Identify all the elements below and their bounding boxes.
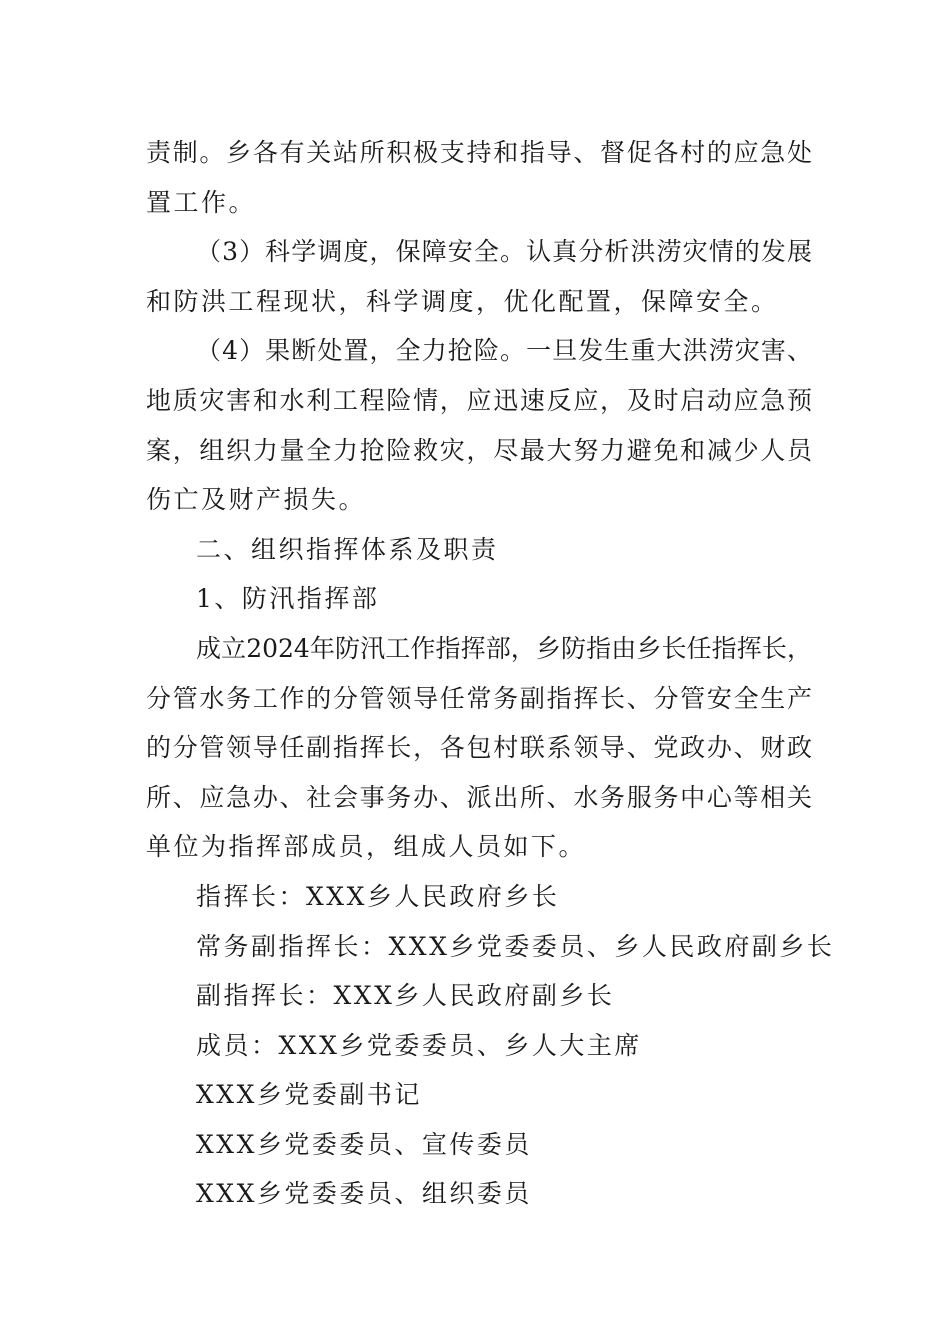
text-line: XXX乡党委委员、组织委员: [196, 1179, 532, 1209]
text-line: （3）科学调度，保障安全。认真分析洪涝灾情的发展: [196, 237, 812, 267]
text-line: 分管水务工作的分管领导任常务副指挥长、分管安全生产: [146, 683, 812, 713]
text-line: 1、防汛指挥部: [196, 584, 380, 614]
text-line: 的分管领导任副指挥长，各包村联系领导、党政办、财政: [146, 733, 812, 763]
text-line: XXX乡党委委员、宣传委员: [196, 1129, 532, 1159]
text-line: 和防洪工程现状，科学调度，优化配置，保障安全。: [146, 286, 779, 316]
text-line: 副指挥长：XXX乡人民政府副乡长: [196, 981, 615, 1011]
text-line: 所、应急办、社会事务办、派出所、水务服务中心等相关: [146, 782, 812, 812]
text-line: 单位为指挥部成员，组成人员如下。: [146, 832, 587, 862]
text-line: 伤亡及财产损失。: [146, 485, 367, 515]
text-line: （4）果断处置，全力抢险。一旦发生重大洪涝灾害、: [196, 336, 812, 366]
text-line: 指挥长：XXX乡人民政府乡长: [196, 881, 560, 911]
document-body: [146, 128, 835, 1219]
text-line: XXX乡党委副书记: [196, 1080, 422, 1110]
text-line: 置工作。: [146, 187, 257, 217]
text-line: 案，组织力量全力抢险救灾，尽最大努力避免和减少人员: [146, 435, 812, 465]
text-line: 二、组织指挥体系及职责: [196, 534, 499, 564]
text-line: 常务副指挥长：XXX乡党委委员、乡人民政府副乡长: [196, 931, 835, 961]
text-line: 地质灾害和水利工程险情，应迅速反应，及时启动应急预: [146, 385, 812, 415]
text-line: 成立2024年防汛工作指挥部，乡防指由乡长任指挥长，: [196, 633, 812, 663]
text-line: 责制。乡各有关站所积极支持和指导、督促各村的应急处: [146, 138, 812, 167]
text-line: 成员：XXX乡党委委员、乡人大主席: [196, 1030, 642, 1060]
